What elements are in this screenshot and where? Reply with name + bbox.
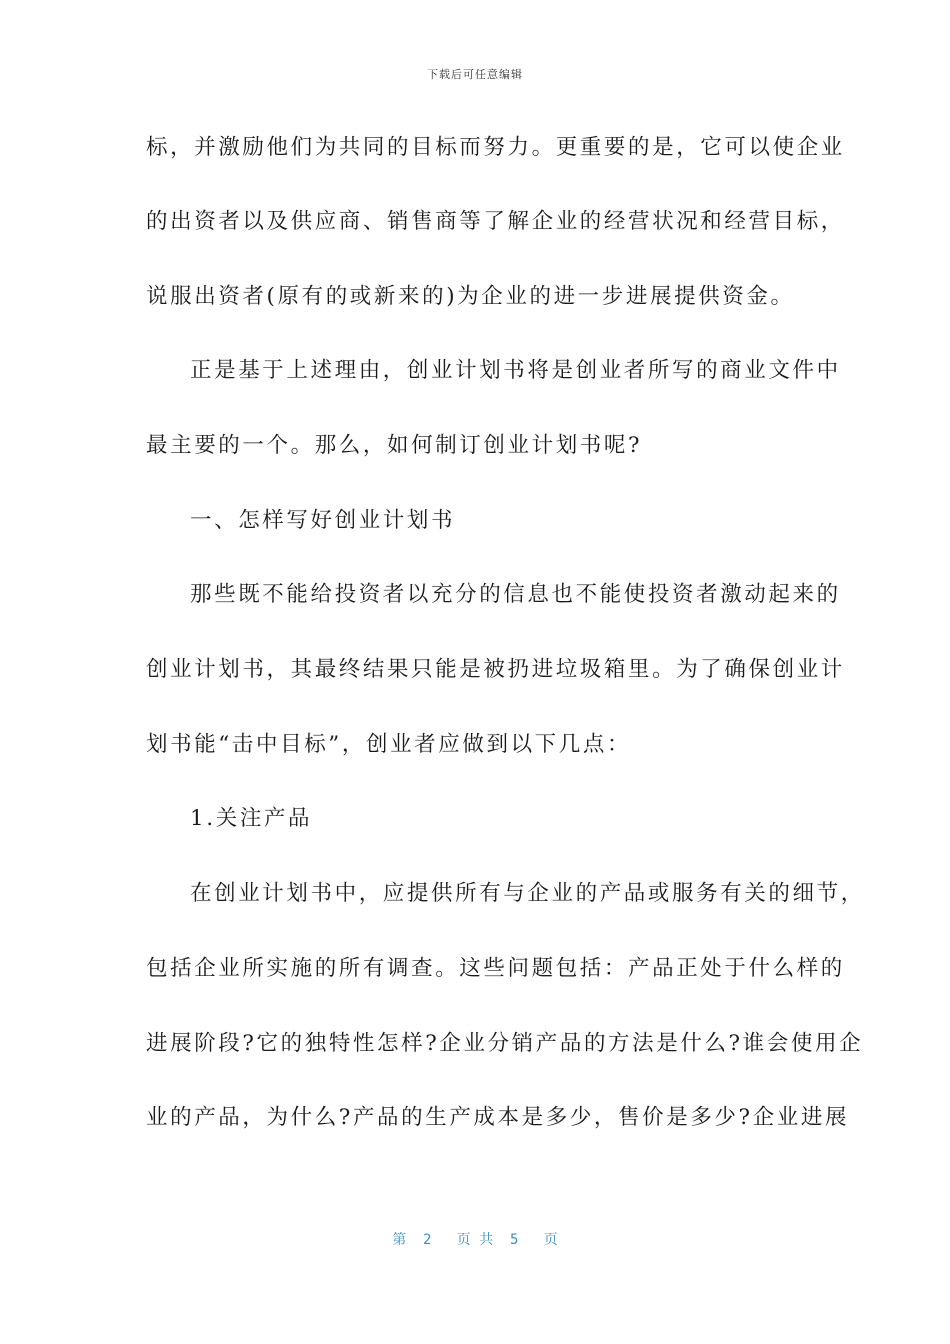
paragraph-reason-line-2: 最主要的一个。那么，如何制订创业计划书呢? [146, 433, 643, 458]
paragraph-product-line-3: 进展阶段?它的独特性怎样?企业分销产品的方法是什么?谁会使用企 [146, 1031, 864, 1056]
paragraph-target-line-3: 划书能“击中目标”，创业者应做到以下几点： [146, 732, 632, 757]
header-note: 下载后可任意编辑 [427, 68, 523, 81]
section-heading: 一、怎样写好创业计划书 [190, 508, 456, 533]
paragraph-target-line-1: 那些既不能给投资者以充分的信息也不能使投资者激动起来的 [190, 582, 841, 607]
body-line-3: 说服出资者(原有的或新来的)为企业的进一步进展提供资金。 [146, 284, 795, 309]
body-line-2: 的出资者以及供应商、销售商等了解企业的经营状况和经营目标， [146, 209, 845, 234]
paragraph-product-line-1: 在创业计划书中，应提供所有与企业的产品或服务有关的细节， [190, 881, 865, 906]
subsection-heading: 1.关注产品 [190, 806, 313, 831]
paragraph-reason-line-1: 正是基于上述理由，创业计划书将是创业者所写的商业文件中 [190, 358, 841, 383]
page-number: 第 2 页 共 5 页 [392, 1232, 558, 1248]
paragraph-target-line-2: 创业计划书，其最终结果只能是被扔进垃圾箱里。为了确保创业计 [146, 657, 845, 682]
body-line-1: 标，并激励他们为共同的目标而努力。更重要的是，它可以使企业 [146, 135, 845, 160]
paragraph-product-line-2: 包括企业所实施的所有调查。这些问题包括：产品正处于什么样的 [146, 956, 845, 981]
paragraph-product-line-4: 业的产品，为什么?产品的生产成本是多少，售价是多少?企业进展 [146, 1105, 850, 1130]
